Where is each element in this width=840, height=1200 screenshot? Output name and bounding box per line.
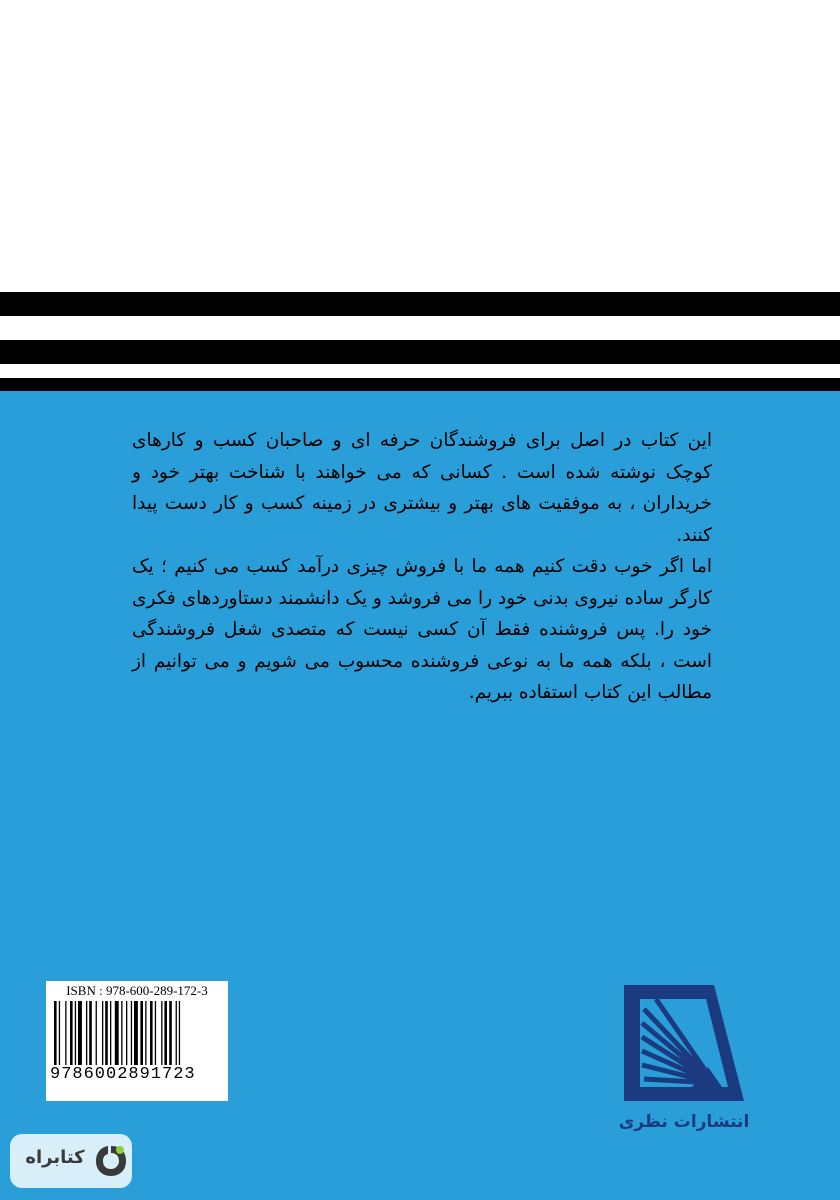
barcode-bar [140, 1001, 143, 1065]
barcode-bar [150, 1001, 153, 1065]
barcode-bar [78, 1001, 82, 1065]
back-cover-blurb [132, 425, 712, 709]
barcode-bar [161, 1001, 162, 1065]
barcode-bar [54, 1001, 57, 1065]
barcode-bar [121, 1001, 122, 1065]
barcode-bar [102, 1001, 103, 1065]
publisher-logo-icon [622, 983, 746, 1103]
barcode-bar [126, 1001, 127, 1065]
barcode-bar [115, 1001, 119, 1065]
publisher-name: انتشارات نظری [618, 1112, 750, 1132]
barcode-bar [86, 1001, 87, 1065]
barcode-bar [105, 1001, 108, 1065]
barcode-bar [65, 1001, 66, 1065]
barcode-bar [155, 1001, 156, 1065]
barcode-bar [75, 1001, 76, 1065]
black-stripe [0, 340, 840, 364]
ketabrah-watermark [10, 1134, 132, 1188]
barcode-bar [96, 1001, 97, 1065]
barcode-bar [59, 1001, 60, 1065]
barcode-bar [179, 1001, 180, 1065]
barcode-bar [145, 1001, 146, 1065]
barcode-bar [110, 1001, 111, 1065]
isbn-label: ISBN : 978-600-289-172-3 [66, 983, 208, 998]
cover-top-area [0, 0, 840, 292]
barcode-bar [169, 1001, 172, 1065]
ketabrah-logo-icon [94, 1144, 128, 1178]
barcode-bar [176, 1001, 177, 1065]
barcode-bar [131, 1001, 132, 1065]
blurb-paragraph-1: این کتاب در اصل برای فروشندگان حرفه ای و صاحبان کسب و کارهای کوچک نوشته شده است . کسانی که می خواهند با شناخت بهتر خود و خریداران ، به موفقیت های بهتر و بیشتری در زمینه کسب و کار دست پیدا کنند. [132, 430, 712, 546]
barcode-bar [164, 1001, 167, 1065]
blurb-paragraph-2: اما اگر خوب دقت کنیم همه ما با فروش چیزی درآمد کسب می کنیم ؛ یک کارگر ساده نیروی بدنی خود را می فروشد و یک دانشمند دستاوردهای فکری خود را. پس فروشنده فقط آن کسی نیست که متصدی شغل فروشندگی است ، بلکه همه ما به نوعی فروشنده محسوب می شویم و می توانیم از مطالب این کتاب استفاده ببریم. [132, 556, 712, 703]
barcode-bar [70, 1001, 73, 1065]
ketabrah-wordmark: کتابراه [25, 1147, 85, 1168]
barcode-digits: 9786002891723 [50, 1065, 196, 1084]
barcode-bar [134, 1001, 138, 1065]
black-stripe [0, 378, 840, 391]
black-stripe [0, 292, 840, 316]
isbn-barcode [46, 981, 228, 1101]
barcode-bar [89, 1001, 92, 1065]
